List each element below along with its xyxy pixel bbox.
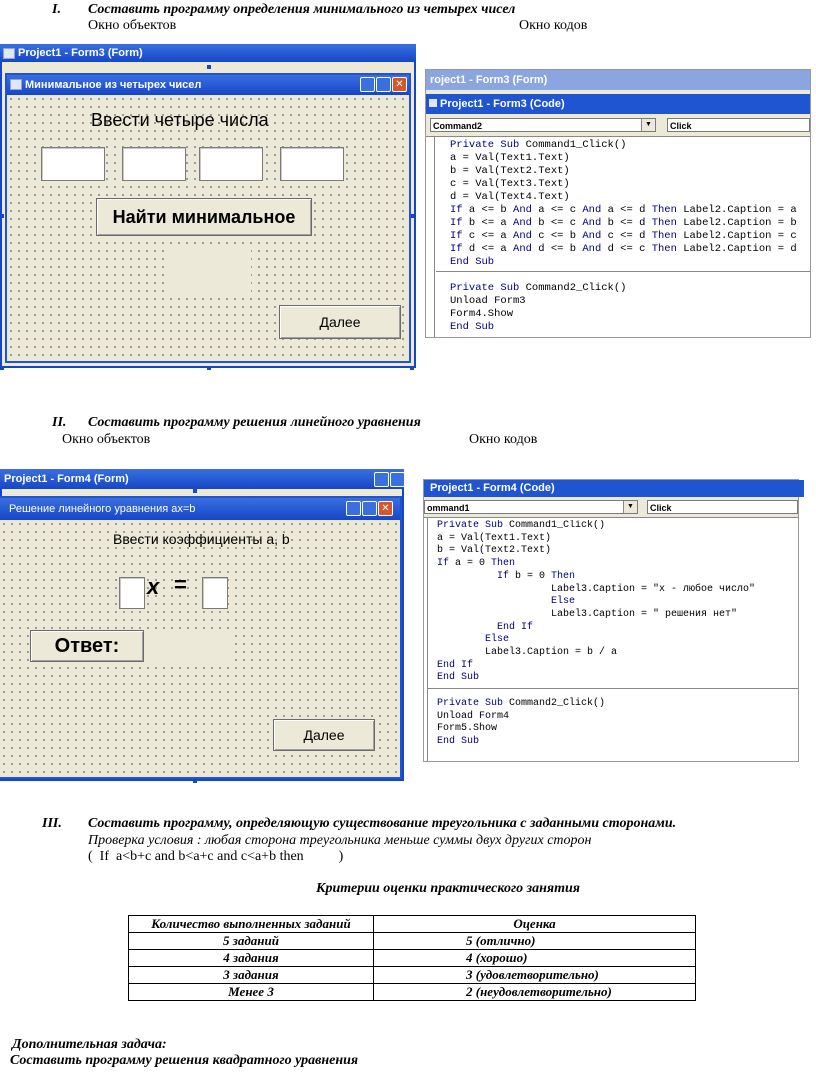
- form3-code-text[interactable]: [450, 139, 808, 334]
- code-token: b = Val(Text2.Text): [450, 165, 570, 177]
- code-line[interactable]: [450, 230, 808, 243]
- close-icon: ✕: [381, 503, 390, 514]
- form4-titlebar: [0, 498, 400, 520]
- form4-code-window: [423, 479, 799, 762]
- code-token: Label2.Caption = d: [676, 243, 797, 255]
- code-line[interactable]: [450, 308, 808, 321]
- code-token: [437, 634, 485, 645]
- code-keyword: And: [582, 243, 602, 255]
- code-keyword: And: [513, 204, 532, 216]
- table-row: [129, 967, 696, 984]
- code-keyword: Private Sub: [437, 697, 504, 709]
- code-token: a <= b: [462, 204, 514, 216]
- code-token: b = Val(Text2.Text): [437, 545, 552, 557]
- resize-handle[interactable]: [193, 779, 197, 783]
- form4-code-titlebar: [424, 480, 804, 497]
- object-combo[interactable]: [430, 118, 656, 132]
- code-token: Label3.Caption = "x - любое число": [437, 583, 756, 595]
- form-icon: [3, 48, 15, 59]
- task2-code-label: Окно кодов: [469, 432, 538, 447]
- code-token: Label2.Caption = a: [676, 204, 797, 216]
- table-header-cell: Оценка: [374, 916, 696, 933]
- code-token: Command2_Click(): [519, 282, 627, 294]
- code-margin: [427, 517, 428, 761]
- code-line[interactable]: [450, 295, 808, 308]
- form3-project-title: Project1 - Form3 (Form): [18, 47, 143, 59]
- table-header-row: [129, 916, 696, 933]
- code-token: Form4.Show: [450, 308, 514, 320]
- code-keyword: Private Sub: [450, 282, 520, 294]
- code-line[interactable]: [437, 672, 797, 685]
- code-keyword: End Sub: [437, 735, 480, 747]
- code-token: d <= b: [531, 243, 583, 255]
- form4-title: Решение линейного уравнения ax=b: [9, 503, 196, 515]
- code-token: Label3.Caption = b / a: [437, 647, 618, 659]
- table-cell: Менее 3: [129, 984, 374, 1001]
- code-line[interactable]: [450, 165, 808, 178]
- table-cell: 3 задания: [129, 967, 374, 984]
- code-token: d = Val(Text4.Text): [450, 191, 570, 203]
- procedure-combo-value: Click: [650, 503, 672, 513]
- table-cell: 5 (отлично): [374, 933, 696, 950]
- code-keyword: Then: [551, 570, 576, 582]
- code-token: Label3.Caption = " решения нет": [437, 608, 738, 620]
- code-token: a = 0: [449, 558, 492, 570]
- answer-button[interactable]: Ответ:: [30, 630, 144, 662]
- code-token: c <= d: [601, 230, 652, 242]
- procedure-separator: [428, 688, 798, 689]
- chevron-down-icon[interactable]: ▼: [641, 119, 655, 131]
- code-keyword: If: [437, 558, 450, 570]
- code-token: d <= c: [601, 243, 652, 255]
- code-keyword: Then: [651, 243, 677, 255]
- text4-input[interactable]: [280, 147, 344, 181]
- code-token: Label2.Caption = b: [676, 217, 797, 229]
- object-combo-value: ommand1: [427, 503, 470, 513]
- code-window-icon: [429, 99, 437, 107]
- code-keyword: And: [513, 230, 532, 242]
- form3-code-window: [425, 69, 811, 338]
- code-line[interactable]: [450, 191, 808, 204]
- code-line[interactable]: [437, 711, 797, 724]
- code-keyword: End If: [497, 621, 534, 633]
- task2-title: Составить программу решения линейного уравнения: [88, 415, 421, 430]
- criteria-table: [128, 915, 696, 1001]
- table-row: [129, 950, 696, 967]
- prompt-label: Ввести коэффициенты a, b: [113, 531, 290, 547]
- close-icon: ✕: [395, 79, 404, 90]
- form-icon: [10, 79, 22, 90]
- code-keyword: End Sub: [450, 256, 495, 268]
- form4-window: [0, 496, 402, 779]
- resize-handle[interactable]: [0, 366, 4, 370]
- code-line[interactable]: [437, 698, 797, 711]
- resize-handle[interactable]: [410, 366, 414, 370]
- code-token: a <= d: [601, 204, 652, 216]
- next-button[interactable]: Далее: [279, 305, 401, 339]
- code-keyword: Private Sub: [437, 520, 504, 531]
- code-token: b = 0: [509, 570, 552, 582]
- minimize-button[interactable]: [374, 472, 389, 487]
- form3-title: Минимальное из четырех чисел: [25, 79, 202, 91]
- form3-titlebar: [7, 75, 409, 95]
- code-line[interactable]: [437, 634, 797, 647]
- code-token: b <= a: [462, 217, 514, 229]
- code-keyword: Then: [651, 204, 677, 216]
- table-header-cell: Количество выполненных заданий: [129, 916, 374, 933]
- code-line[interactable]: [437, 609, 797, 622]
- next-button[interactable]: Далее: [273, 719, 375, 751]
- task1-number: I.: [52, 2, 61, 17]
- form3-code-back-titlebar: roject1 - Form3 (Form): [426, 70, 810, 90]
- code-token: d <= a: [462, 243, 514, 255]
- code-line[interactable]: [450, 139, 808, 152]
- code-token: [437, 571, 497, 582]
- form3-window: [5, 73, 411, 363]
- chevron-down-icon[interactable]: ▼: [623, 501, 637, 513]
- resize-handle[interactable]: [207, 366, 211, 370]
- object-combo-value: Command2: [433, 121, 483, 131]
- code-keyword: Else: [551, 596, 576, 608]
- table-cell: 4 (хорошо): [374, 950, 696, 967]
- equation-equals-label: =: [174, 572, 187, 597]
- code-keyword: End Sub: [450, 321, 495, 333]
- form3-body: [7, 95, 409, 361]
- object-combo[interactable]: [424, 500, 638, 514]
- code-line[interactable]: [437, 558, 797, 571]
- answer-label: [146, 630, 232, 666]
- code-keyword: If: [450, 243, 463, 255]
- code-keyword: Then: [651, 230, 677, 242]
- form3-project-titlebar: [0, 44, 416, 62]
- code-line[interactable]: [437, 647, 797, 660]
- coefficient-a-input[interactable]: [119, 577, 145, 609]
- task3-condition: ( If a<b+c and b<a+c and c<a+b then ): [88, 849, 344, 864]
- code-keyword: Else: [485, 634, 510, 646]
- code-keyword: And: [513, 243, 532, 255]
- code-line[interactable]: [450, 178, 808, 191]
- code-token: Command1_Click(): [503, 520, 606, 531]
- code-line[interactable]: [437, 520, 797, 533]
- code-token: Form5.Show: [437, 723, 498, 735]
- table-cell: 5 заданий: [129, 933, 374, 950]
- code-keyword: Private Sub: [450, 139, 520, 151]
- code-keyword: Then: [651, 217, 677, 229]
- text1-input[interactable]: [41, 147, 105, 181]
- form3-code-title: Project1 - Form3 (Code): [440, 98, 565, 110]
- code-token: a <= c: [531, 204, 583, 216]
- code-line[interactable]: [450, 204, 808, 217]
- prompt-label: Ввести четыре числа: [91, 110, 269, 130]
- code-line[interactable]: [437, 596, 797, 609]
- code-token: Command2_Click(): [503, 697, 606, 709]
- task3-title: Составить программу, определяющую существование треугольника с заданными сторонами.: [88, 816, 677, 831]
- close-button[interactable]: [392, 77, 407, 92]
- task1-title: Составить программу определения минимального из четырех чисел: [88, 2, 516, 17]
- maximize-button[interactable]: [390, 472, 405, 487]
- close-button[interactable]: [378, 501, 393, 516]
- task2-number: II.: [52, 415, 67, 430]
- code-token: Unload Form3: [450, 295, 526, 307]
- find-min-button[interactable]: Найти минимальное: [96, 198, 312, 236]
- code-token: [437, 596, 551, 607]
- code-keyword: End If: [437, 659, 474, 671]
- table-cell: 3 (удовлетворительно): [374, 967, 696, 984]
- minimize-button[interactable]: [346, 501, 361, 516]
- code-token: b <= c: [531, 217, 583, 229]
- extra-text: Составить программу решения квадратного уравнения: [10, 1053, 359, 1068]
- code-token: c <= b: [531, 230, 583, 242]
- code-margin: [434, 136, 435, 337]
- code-line[interactable]: [450, 217, 808, 230]
- task3-hint: Проверка условия : любая сторона треугольника меньше суммы двух других сторон: [88, 833, 592, 848]
- code-token: c <= a: [462, 230, 514, 242]
- text2-input[interactable]: [122, 147, 186, 181]
- procedure-combo[interactable]: [667, 118, 810, 132]
- form4-project-titlebar: [0, 469, 404, 489]
- code-keyword: And: [513, 217, 532, 229]
- code-keyword: End Sub: [437, 672, 480, 684]
- form3-code-titlebar: [426, 94, 810, 114]
- minimize-button[interactable]: [360, 77, 375, 92]
- task1-code-label: Окно кодов: [519, 18, 588, 33]
- table-row: [129, 933, 696, 950]
- resize-handle[interactable]: [0, 214, 4, 218]
- form3-combo-bar: [426, 114, 810, 137]
- code-token: a = Val(Text1.Text): [437, 532, 552, 544]
- code-keyword: If: [450, 217, 463, 229]
- code-line[interactable]: [437, 736, 797, 749]
- code-keyword: And: [582, 204, 602, 216]
- text3-input[interactable]: [199, 147, 263, 181]
- table-row: [129, 984, 696, 1001]
- task2-objects-label: Окно объектов: [62, 432, 151, 447]
- procedure-combo-value: Click: [670, 121, 692, 131]
- procedure-combo[interactable]: [647, 500, 798, 514]
- table-cell: 2 (неудовлетворительно): [374, 984, 696, 1001]
- code-token: Unload Form4: [437, 710, 510, 722]
- code-token: Label2.Caption = c: [676, 230, 797, 242]
- criteria-title: Критерии оценки практического занятия: [316, 881, 580, 896]
- code-keyword: Then: [491, 558, 516, 570]
- form4-code-text[interactable]: [437, 520, 797, 749]
- code-keyword: And: [582, 217, 602, 229]
- code-token: a = Val(Text1.Text): [450, 152, 570, 164]
- form4-combo-bar: [424, 497, 798, 518]
- code-token: [437, 622, 497, 633]
- form4-body: [0, 520, 400, 777]
- result-label: [165, 248, 251, 292]
- code-line[interactable]: [437, 533, 797, 546]
- maximize-button[interactable]: [376, 77, 391, 92]
- code-keyword: If: [450, 204, 463, 216]
- form4-code-title: Project1 - Form4 (Code): [430, 482, 555, 494]
- code-line[interactable]: [450, 243, 808, 256]
- extra-title: Дополнительная задача:: [12, 1037, 167, 1052]
- code-token: Command1_Click(): [519, 139, 627, 151]
- coefficient-b-input[interactable]: [202, 577, 228, 609]
- code-keyword: If: [450, 230, 463, 242]
- code-line[interactable]: [450, 321, 808, 334]
- procedure-separator: [436, 271, 810, 272]
- code-line[interactable]: [450, 256, 808, 269]
- task1-objects-label: Окно объектов: [88, 18, 177, 33]
- code-keyword: If: [497, 570, 510, 582]
- code-line[interactable]: [437, 660, 797, 673]
- code-line[interactable]: [437, 545, 797, 558]
- code-keyword: And: [582, 230, 602, 242]
- code-line[interactable]: [450, 282, 808, 295]
- code-line[interactable]: [437, 723, 797, 736]
- resize-handle[interactable]: [207, 65, 211, 69]
- equation-x-label: x: [147, 574, 160, 599]
- code-line[interactable]: [437, 584, 797, 597]
- table-cell: 4 задания: [129, 950, 374, 967]
- code-token: b <= d: [601, 217, 652, 229]
- code-token: c = Val(Text3.Text): [450, 178, 570, 190]
- code-line[interactable]: [450, 152, 808, 165]
- code-line[interactable]: [437, 571, 797, 584]
- resize-handle[interactable]: [193, 489, 197, 493]
- form4-project-title: Project1 - Form4 (Form): [4, 473, 129, 485]
- task3-number: III.: [42, 816, 62, 831]
- code-line[interactable]: [437, 622, 797, 635]
- maximize-button[interactable]: [362, 501, 377, 516]
